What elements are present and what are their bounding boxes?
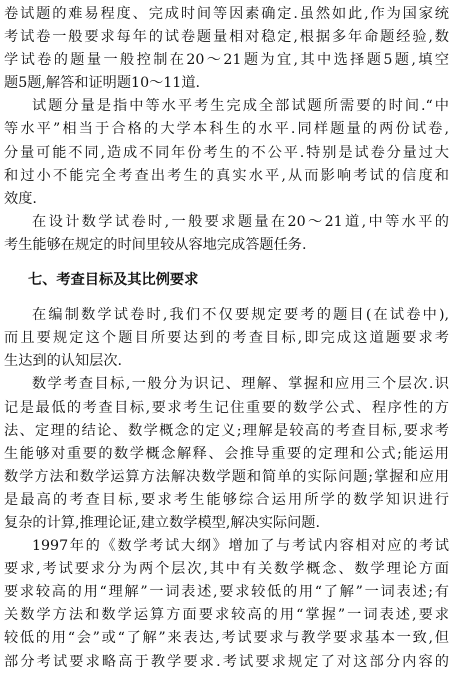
text-line: 部分考试要求略高于教学要求.考试要求规定了对这部分内容的 [4, 653, 449, 670]
text-line: 记是最低的考查目标,要求考生记住重要的数学公式、程序性的方 [4, 399, 449, 416]
text-line: 生能够对重要的数学概念解释、会推导重要的定理和公式;能运用 [4, 445, 449, 462]
text-line: 在编制数学试卷时,我们不仅要规定要考的题目(在试卷中), [32, 307, 449, 324]
text-line: 和过小不能完全考查出考生的真实水平,从而影响考试的信度和 [4, 167, 449, 184]
paragraph-6 [4, 535, 449, 674]
text-line: 而且要规定这个题目所要达到的考查目标,即完成这道题要求考 [4, 330, 449, 347]
paragraph-1 [4, 3, 449, 95]
text-line: 要求较高的用“理解”一词表述,要求较低的用“了解”一词表述;有 [4, 584, 449, 601]
text-line: 要求,考试要求分为两个层次,其中有关数学概念、数学理论方面 [4, 561, 449, 578]
paragraph-3 [4, 211, 449, 257]
text-line: 数学方法和数学运算方法解决数学题和简单的实际问题;掌握和应用 [4, 468, 449, 485]
text-line: 较低的用“会”或“了解”来表达,考试要求与教学要求基本一致,但 [4, 630, 449, 647]
text-line: 考生能够在规定的时间里较从容地完成答题任务. [4, 236, 307, 253]
text-line: 题5题,解答和证明题10～11道. [4, 75, 201, 92]
text-line: 分量可能不同,造成不同年份考生的不公平.特别是试卷分量过大 [4, 144, 449, 161]
text-line: 生达到的认知层次. [4, 353, 123, 370]
text-line: 在设计数学试卷时,一般要求题量在20～21道,中等水平的 [32, 213, 449, 230]
text-line: 数学考查目标,一般分为识记、理解、掌握和应用三个层次.识 [32, 376, 449, 393]
paragraph-2 [4, 95, 449, 210]
text-line: 是最高的考查目标,要求考生能够综合运用所学的数学知识进行 [4, 491, 449, 508]
text-line: 等水平”相当于合格的大学本科生的水平.同样题量的两份试卷, [4, 121, 449, 138]
section-heading: 七、考查目标及其比例要求 [28, 272, 199, 289]
text-line: 法、定理的结论、数学概念的定义;理解是较高的考查目标,要求考 [4, 422, 449, 439]
paragraph-4 [4, 304, 449, 373]
paragraph-5 [4, 373, 449, 535]
text-line: 考试卷一般要求每年的试卷题量相对稳定,根据多年命题经验,数 [4, 29, 449, 46]
text-line: 1997年的《数学考试大纲》增加了与考试内容相对应的考试 [32, 538, 449, 555]
text-line: 学试卷的题量一般控制在20～21题为宜,其中选择题5题,填空 [4, 52, 449, 69]
text-line: 试题分量是指中等水平考生完成全部试题所需要的时间.“中 [32, 98, 449, 115]
text-line: 效度. [4, 190, 37, 207]
text-line: 复杂的计算,推理论证,建立数学模型,解决实际问题. [4, 514, 320, 531]
text-line: 关数学方法和数学运算方面要求较高的用“掌握”一词表述,要求 [4, 607, 449, 624]
text-line: 卷试题的难易程度、完成时间等因素确定.虽然如此,作为国家统 [4, 6, 449, 22]
